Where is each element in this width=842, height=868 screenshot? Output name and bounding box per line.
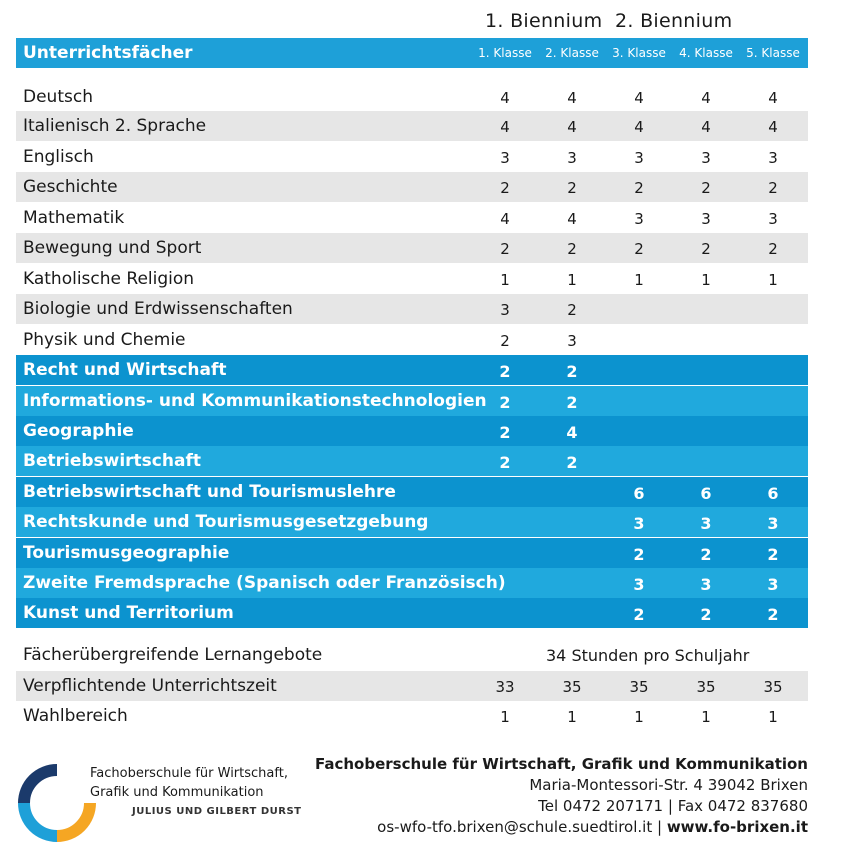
cell-class-5: 1 — [768, 271, 778, 289]
cell-class-5: 3 — [767, 575, 779, 594]
cell-class-4: 2 — [701, 240, 711, 258]
table-row — [16, 325, 808, 355]
footer-email-link[interactable]: os-wfo-tfo.brixen@schule.suedtirol.it — [377, 818, 653, 836]
cell-class-3: 4 — [634, 118, 644, 136]
cell-class-2: 4 — [567, 210, 577, 228]
cell-class-4: 35 — [696, 678, 716, 696]
cell-class-5: 1 — [768, 708, 778, 726]
cell-class-3: 2 — [633, 605, 645, 624]
cell-class-3: 35 — [629, 678, 649, 696]
cell-class-3: 2 — [634, 179, 644, 197]
contact-block — [315, 754, 808, 838]
cell-class-5: 2 — [767, 545, 779, 564]
subject-name: Deutsch — [23, 87, 93, 107]
table-row — [16, 172, 808, 202]
cell-class-4: 6 — [700, 484, 712, 503]
footer-phone: Tel 0472 207171 | Fax 0472 837680 — [538, 797, 808, 815]
cell-class-2: 1 — [567, 271, 577, 289]
cell-class-1: 3 — [500, 149, 510, 167]
cell-class-3: 1 — [634, 271, 644, 289]
subject-name: Geographie — [23, 421, 134, 441]
table-header — [16, 38, 808, 68]
cell-class-3: 1 — [634, 708, 644, 726]
school-logo-icon — [16, 762, 98, 844]
subject-name: Kunst und Territorium — [23, 603, 234, 623]
cell-class-5: 3 — [768, 210, 778, 228]
cell-class-4: 4 — [701, 118, 711, 136]
cell-class-1: 4 — [500, 118, 510, 136]
subject-name: Betriebswirtschaft — [23, 451, 201, 471]
footer-school-name: Fachoberschule für Wirtschaft, Grafik und Kommunikation — [315, 755, 808, 773]
cell-class-1: 2 — [499, 362, 511, 381]
cell-class-4: 3 — [701, 149, 711, 167]
table-header-title: Unterrichtsfächer — [23, 43, 193, 63]
cell-class-1: 2 — [500, 240, 510, 258]
table-row — [16, 598, 808, 628]
subject-name: Tourismusgeographie — [23, 543, 230, 563]
cell-class-4: 3 — [700, 575, 712, 594]
table-row — [16, 294, 808, 324]
cell-class-2: 1 — [567, 708, 577, 726]
table-row — [16, 416, 808, 446]
table-row — [16, 203, 808, 233]
class-3-header: 3. Klasse — [612, 46, 666, 60]
cell-class-2: 3 — [567, 332, 577, 350]
cell-class-5: 3 — [768, 149, 778, 167]
logo-school-name — [90, 764, 288, 802]
cell-class-2: 4 — [567, 118, 577, 136]
logo-line-1: Fachoberschule für Wirtschaft, — [90, 766, 288, 781]
class-5-header: 5. Klasse — [746, 46, 800, 60]
cell-class-1: 1 — [500, 271, 510, 289]
class-1-header: 1. Klasse — [478, 46, 532, 60]
footer-address: Maria-Montessori-Str. 4 39042 Brixen — [529, 776, 808, 794]
cell-class-1: 4 — [500, 210, 510, 228]
table-row — [16, 82, 808, 112]
subject-name: Recht und Wirtschaft — [23, 360, 227, 380]
table-row — [16, 477, 808, 507]
table-row — [16, 233, 808, 263]
table-row — [16, 538, 808, 568]
cell-class-5: 4 — [768, 89, 778, 107]
cell-class-5: 4 — [768, 118, 778, 136]
cell-class-2: 2 — [566, 393, 578, 412]
cell-class-2: 2 — [567, 179, 577, 197]
cell-class-2: 35 — [562, 678, 582, 696]
table-row — [16, 446, 808, 476]
cell-class-4: 2 — [700, 545, 712, 564]
cell-class-2: 2 — [567, 301, 577, 319]
subject-name: Bewegung und Sport — [23, 238, 202, 258]
table-row — [16, 386, 808, 416]
biennium-2-label: 2. Biennium — [615, 10, 733, 32]
cell-class-2: 3 — [567, 149, 577, 167]
cell-class-1: 2 — [500, 179, 510, 197]
cell-class-2: 4 — [567, 89, 577, 107]
cell-class-5: 2 — [767, 605, 779, 624]
cell-class-2: 4 — [566, 423, 578, 442]
cell-class-2: 2 — [567, 240, 577, 258]
cell-class-3: 2 — [633, 545, 645, 564]
cell-class-1: 2 — [499, 393, 511, 412]
row-elective — [16, 701, 808, 731]
class-2-header: 2. Klasse — [545, 46, 599, 60]
logo-line-2: Grafik und Kommunikation — [90, 785, 264, 800]
subject-name: Mathematik — [23, 208, 125, 228]
cell-class-1: 2 — [499, 423, 511, 442]
cell-class-4: 2 — [700, 605, 712, 624]
cell-class-3: 3 — [633, 514, 645, 533]
cell-class-4: 2 — [701, 179, 711, 197]
subject-name: Biologie und Erdwissenschaften — [23, 299, 293, 319]
biennium-1-label: 1. Biennium — [485, 10, 603, 32]
subject-name: Zweite Fremdsprache (Spanisch oder Französisch) — [23, 573, 506, 593]
cell-class-5: 2 — [768, 240, 778, 258]
table-row — [16, 355, 808, 385]
subject-name: Betriebswirtschaft und Tourismuslehre — [23, 482, 396, 502]
cell-class-5: 6 — [767, 484, 779, 503]
cell-class-4: 1 — [701, 271, 711, 289]
row-name: Wahlbereich — [23, 706, 128, 726]
class-4-header: 4. Klasse — [679, 46, 733, 60]
cell-class-4: 4 — [701, 89, 711, 107]
subject-name: Informations- und Kommunikationstechnologien — [23, 391, 487, 411]
table-row — [16, 568, 808, 598]
logo-subtitle: JULIUS UND GILBERT DURST — [132, 806, 302, 817]
footer-web-link[interactable]: www.fo-brixen.it — [666, 818, 808, 836]
table-row — [16, 111, 808, 141]
cell-class-1: 2 — [500, 332, 510, 350]
subject-name: Physik und Chemie — [23, 330, 186, 350]
cell-class-4: 3 — [700, 514, 712, 533]
cell-class-1: 4 — [500, 89, 510, 107]
footer-separator: | — [652, 818, 667, 836]
row-name: Fächerübergreifende Lernangebote — [23, 645, 323, 665]
cell-class-3: 6 — [633, 484, 645, 503]
cell-class-5: 3 — [767, 514, 779, 533]
cell-class-5: 2 — [768, 179, 778, 197]
table-row — [16, 142, 808, 172]
cell-class-1: 2 — [499, 453, 511, 472]
cell-class-3: 3 — [633, 575, 645, 594]
cell-class-3: 4 — [634, 89, 644, 107]
cell-class-2: 2 — [566, 453, 578, 472]
subject-name: Englisch — [23, 147, 94, 167]
cell-class-4: 1 — [701, 708, 711, 726]
row-cross-curricular — [16, 640, 808, 670]
table-row — [16, 264, 808, 294]
cell-class-3: 3 — [634, 210, 644, 228]
row-mandatory-time — [16, 671, 808, 701]
cell-class-1: 3 — [500, 301, 510, 319]
subject-name: Italienisch 2. Sprache — [23, 116, 207, 136]
cell-class-3: 2 — [634, 240, 644, 258]
cell-class-1: 33 — [495, 678, 515, 696]
cell-class-5: 35 — [763, 678, 783, 696]
table-row — [16, 507, 808, 537]
cell-class-1: 1 — [500, 708, 510, 726]
cell-class-2: 2 — [566, 362, 578, 381]
row-name: Verpflichtende Unterrichtszeit — [23, 676, 277, 696]
subject-name: Katholische Religion — [23, 269, 195, 289]
cell-class-4: 3 — [701, 210, 711, 228]
cross-curricular-hours: 34 Stunden pro Schuljahr — [546, 646, 750, 665]
subject-name: Rechtskunde und Tourismusgesetzgebung — [23, 512, 429, 532]
subject-name: Geschichte — [23, 177, 118, 197]
cell-class-3: 3 — [634, 149, 644, 167]
